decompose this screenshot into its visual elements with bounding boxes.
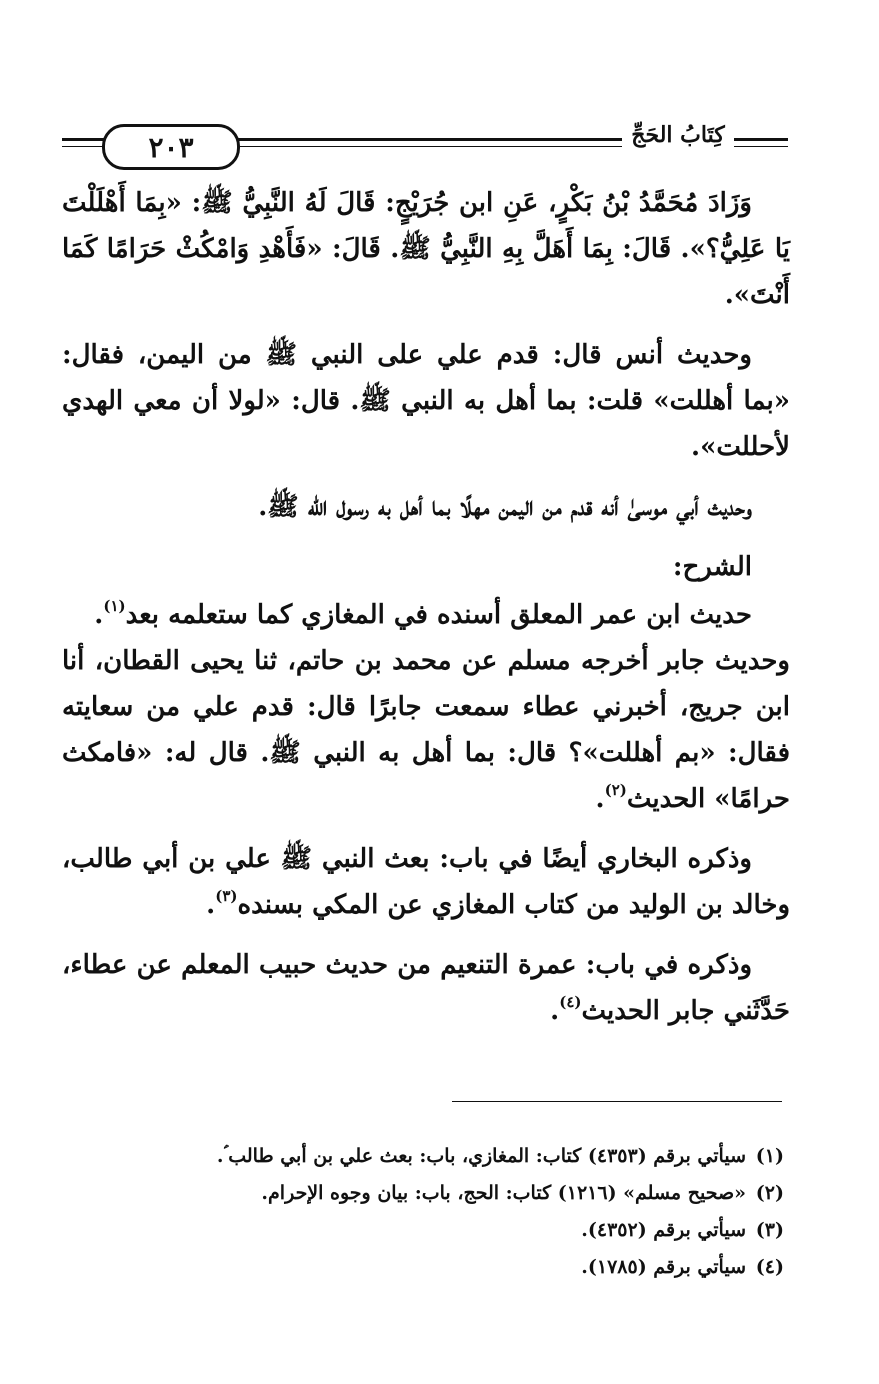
footnote-ref-4: (٤): [559, 993, 582, 1011]
header-rule-left-top: [62, 138, 106, 141]
sharh-paragraph-3-text: وذكره البخاري أيضًا في باب: بعث النبي ﷺ علي بن أبي طالب، وخالد بن الوليد من كتاب المغازي عن المكي بسنده: [62, 844, 790, 920]
footnote-4-number: (٤): [755, 1256, 784, 1278]
book-title: كِتَابُ الحَجِّ: [622, 122, 734, 148]
footnote-4: [62, 1249, 784, 1286]
footnote-ref-3: (٣): [215, 887, 238, 905]
footnote-4-text: سيأتي برقم (١٧٨٥).: [581, 1256, 746, 1278]
sharh-paragraph-1: حديث ابن عمر المعلق أسنده في المغازي كما ستعلمه بعد$^{(١)}$.: [94, 597, 752, 630]
header-rule-right-top: [734, 138, 788, 141]
header-rule-mid-top: [234, 138, 626, 141]
sharh-heading: الشرح:: [672, 552, 752, 582]
sharh-paragraph-3: وذكره البخاري أيضًا في باب: بعث النبي ﷺ علي بن أبي طالب، وخالد بن الوليد من كتاب المغازي عن المكي بسنده$^{(٣)}$.: [62, 844, 790, 920]
running-header: [62, 118, 788, 172]
page-number-frame: [102, 124, 240, 170]
footnote-3: [62, 1212, 784, 1249]
footnote-1: [62, 1138, 784, 1175]
footnote-ref-2: (٢): [604, 781, 627, 799]
footnote-3-text: سيأتي برقم (٤٣٥٢).: [581, 1219, 746, 1241]
footnote-ref-1: (١): [103, 597, 126, 615]
header-rule-mid-bottom: [234, 146, 626, 147]
footnote-separator: [452, 1101, 782, 1102]
footnotes: [62, 1138, 784, 1286]
header-rule-right-bottom: [734, 146, 788, 147]
footnote-2-number: (٢): [755, 1182, 784, 1204]
sharh-paragraph-2-text: وحديث جابر أخرجه مسلم عن محمد بن حاتم، ثنا يحيى القطان، أنا ابن جريج، أخبرني عطاء سمعت جابرًا قال: قدم علي من سعايته فقال: «بم أهللت»؟ قال: بما أهل به النبي ﷺ. قال له: «فامكث حرامًا» الحديث: [62, 646, 790, 814]
hadith-paragraph-3: وحديث أبي موسىٰ أنه قدم من اليمن مهلًا بما أهل به رسول الله ﷺ.: [258, 492, 752, 522]
sharh-paragraph-2: وحديث جابر أخرجه مسلم عن محمد بن حاتم، ثنا يحيى القطان، أنا ابن جريج، أخبرني عطاء سمعت جابرًا قال: قدم علي من سعايته فقال: «بم أهللت»؟ قال: بما أهل به النبي ﷺ. قال له: «فامكث حرامًا» الحديث$^{(٢)}$.: [62, 646, 790, 814]
footnote-3-number: (٣): [755, 1219, 784, 1241]
hadith-paragraph-2: وحديث أنس قال: قدم علي على النبي ﷺ من اليمن، فقال: «بما أهللت» قلت: بما أهل به النبي ﷺ. قال: «لولا أن معي الهدي لأحللت».: [62, 340, 790, 462]
footnote-2: [62, 1175, 784, 1212]
header-rule-left-bottom: [62, 146, 106, 147]
hadith-paragraph-1: وَزَادَ مُحَمَّدُ بْنُ بَكْرٍ، عَنِ ابن جُرَيْجٍ: قَالَ لَهُ النَّبِيُّ ﷺ: «بِمَا أَهْلَلْتَ يَا عَلِيُّ؟». قَالَ: بِمَا أَهَلَّ بِهِ النَّبِيُّ ﷺ. قَالَ: «فَأَهْدِ وَامْكُثْ حَرَامًا كَمَا أَنْتَ».: [62, 188, 790, 310]
page-number: ٢٠٣: [148, 130, 194, 164]
sharh-paragraph-1-text: حديث ابن عمر المعلق أسنده في المغازي كما ستعلمه بعد: [125, 600, 752, 630]
main-text: [62, 180, 790, 1048]
sharh-paragraph-4: وذكره في باب: عمرة التنعيم من حديث حبيب المعلم عن عطاء، حَدَّثَني جابر الحديث$^{(٤)}$.: [62, 950, 790, 1026]
footnote-1-text: سيأتي برقم (٤٣٥٣) كتاب: المغازي، باب: بعث علي بن أبي طالب ؑ.: [216, 1145, 746, 1167]
sharh-paragraph-4-text: وذكره في باب: عمرة التنعيم من حديث حبيب المعلم عن عطاء، حَدَّثَني جابر الحديث: [62, 950, 790, 1026]
footnote-2-text: «صحيح مسلم» (١٢١٦) كتاب: الحج، باب: بيان وجوه الإحرام.: [261, 1182, 746, 1204]
footnote-1-number: (١): [755, 1145, 784, 1167]
